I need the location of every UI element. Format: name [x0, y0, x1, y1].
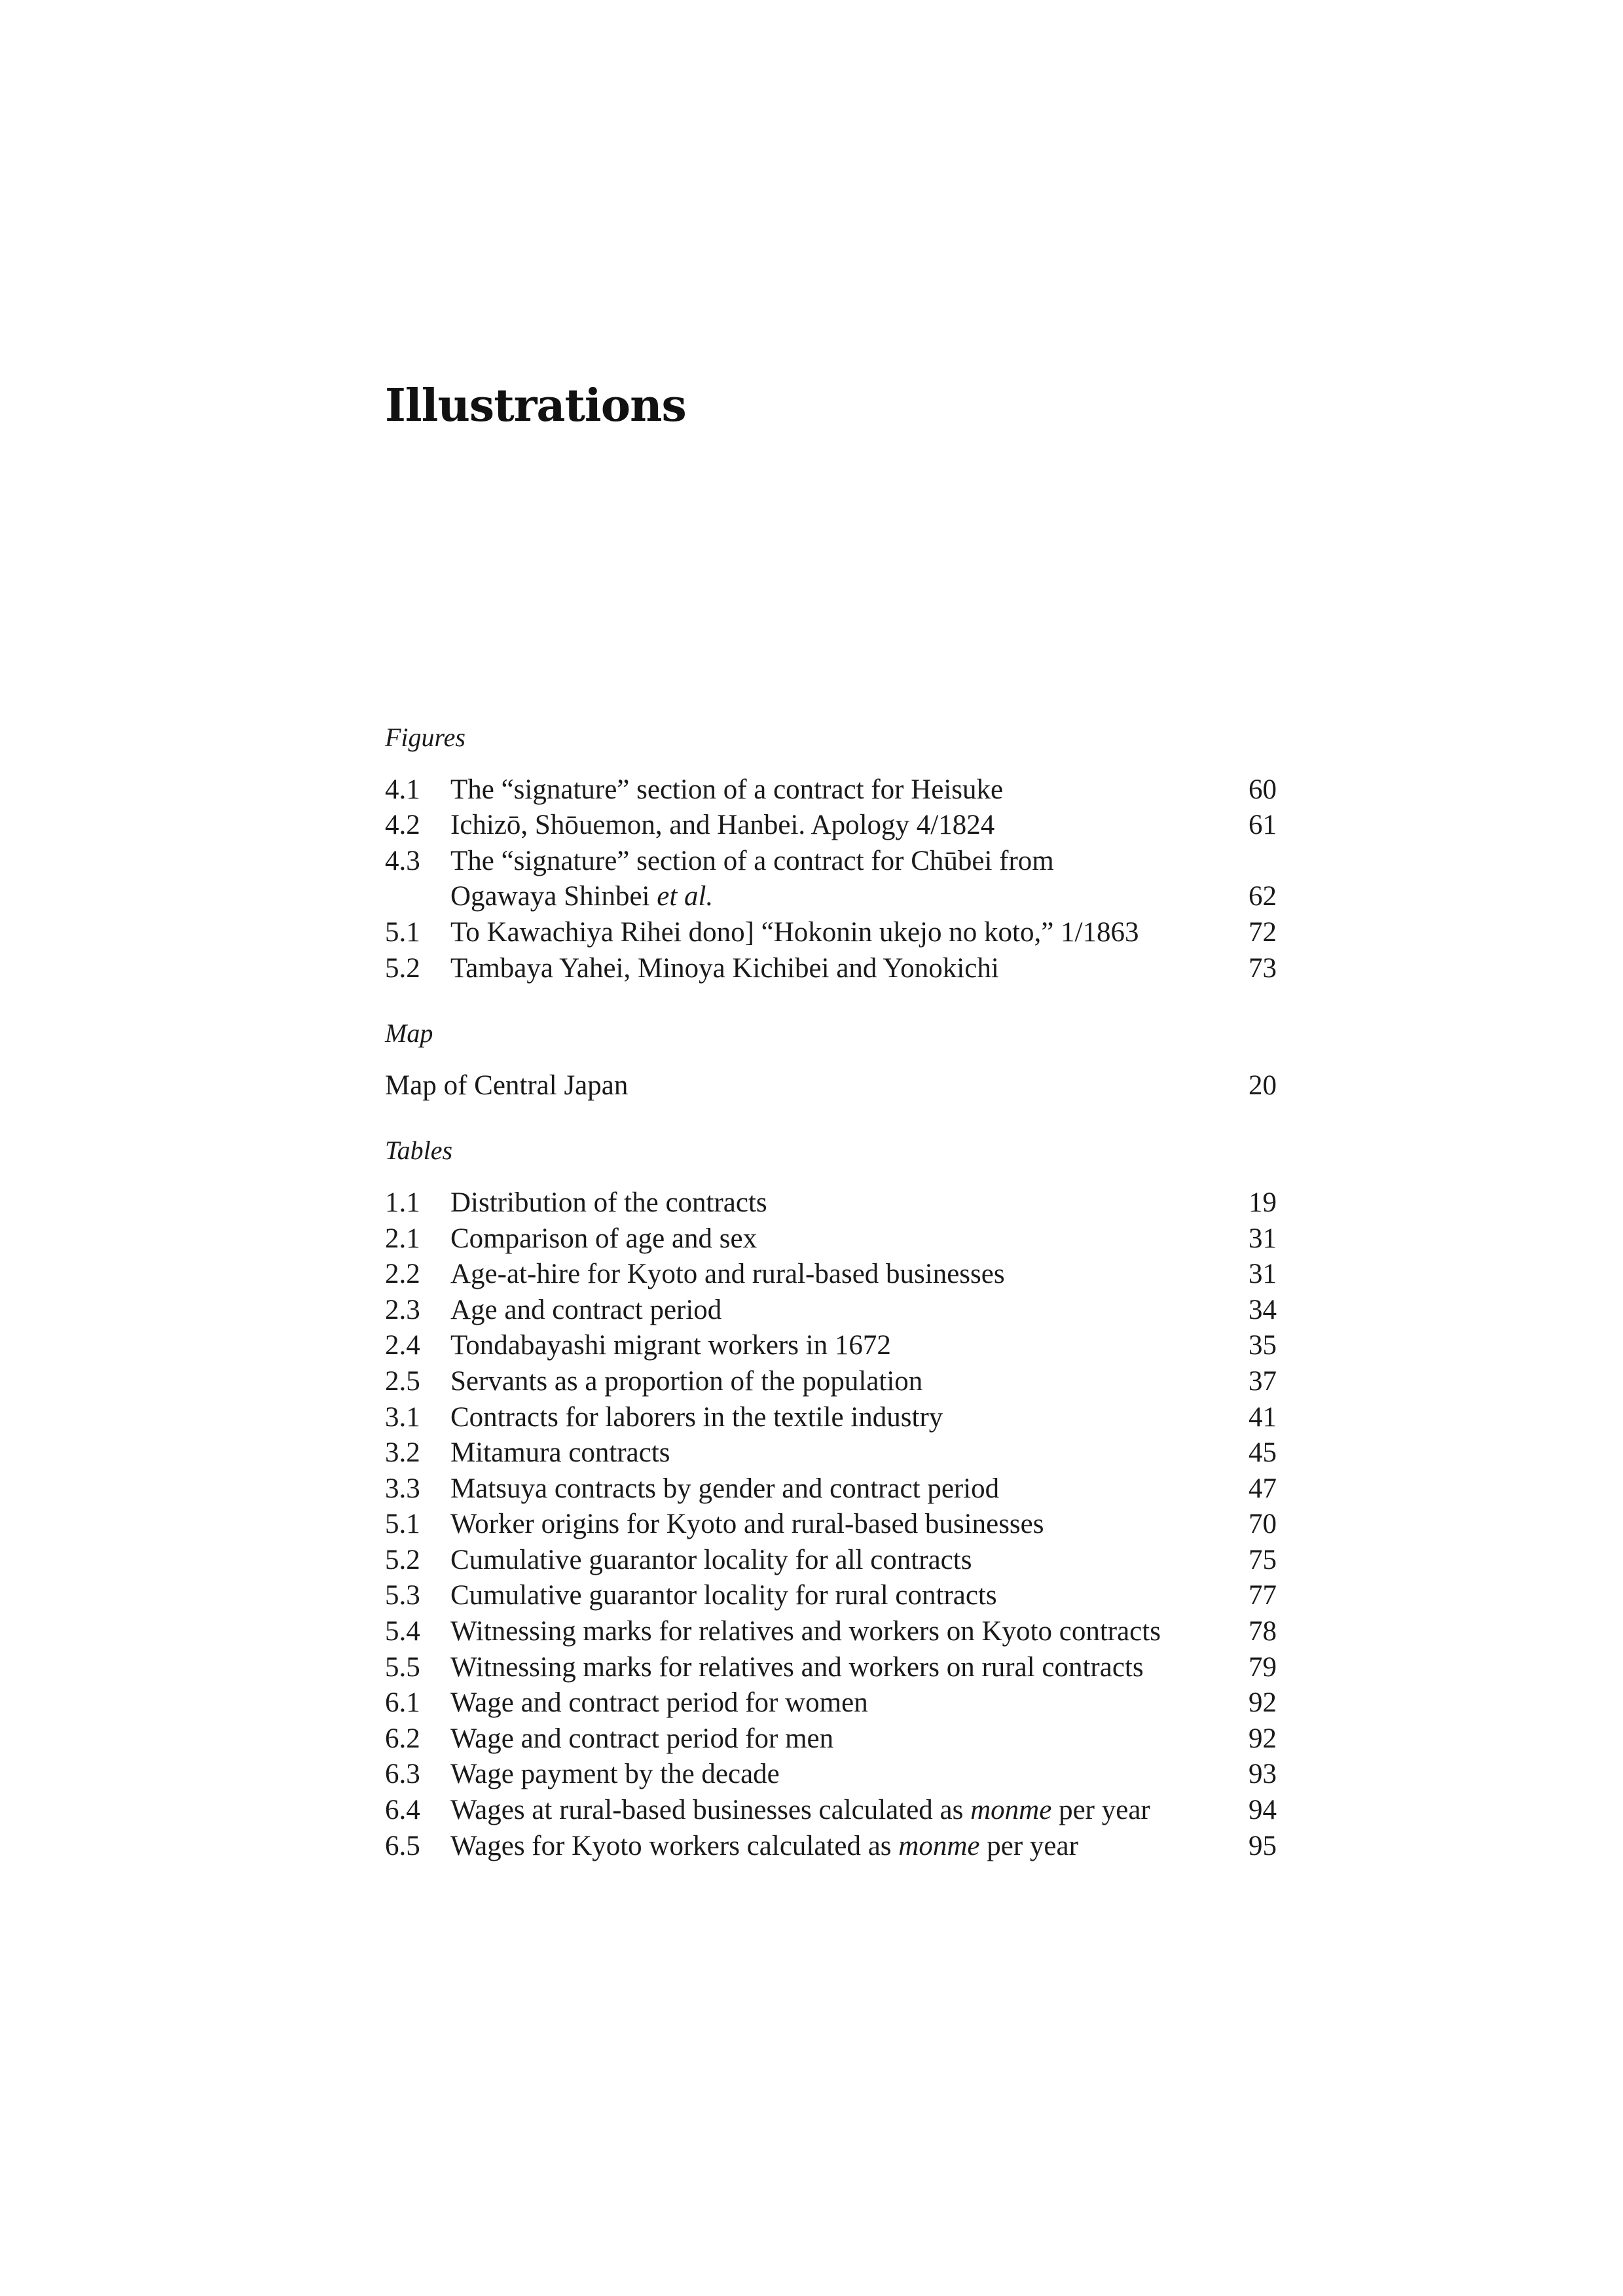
entry-page-number: 31 [1249, 1223, 1277, 1254]
entry-title: Tondabayashi migrant workers in 1672 [450, 1330, 891, 1361]
entry-number: 2.1 [385, 1223, 420, 1254]
entry-page-number: 79 [1249, 1651, 1277, 1683]
entry-number: 5.3 [385, 1580, 420, 1611]
entry-title: Contracts for laborers in the textile industry [450, 1401, 943, 1433]
entry-number: 3.2 [385, 1437, 420, 1469]
entry-page-number: 94 [1249, 1795, 1277, 1826]
entry-number: 5.2 [385, 952, 420, 984]
entry-title: Cumulative guarantor locality for rural contracts [450, 1580, 997, 1611]
entry-title: The “signature” section of a contract for Heisuke [450, 774, 1004, 805]
entry-number: 6.5 [385, 1830, 420, 1861]
entry-title: Wages at rural-based businesses calculated as monme per year [450, 1795, 1150, 1826]
entry-title: Map of Central Japan [385, 1069, 629, 1101]
entry-page-number: 95 [1249, 1830, 1277, 1861]
entry-page-number: 92 [1249, 1687, 1277, 1719]
entry-number: 2.2 [385, 1259, 420, 1290]
list-item [385, 1829, 1277, 1865]
entry-title: Age and contract period [450, 1294, 722, 1325]
entry-title: Wage and contract period for women [450, 1687, 868, 1719]
entry-page-number: 70 [1249, 1509, 1277, 1540]
entry-title: Witnessing marks for relatives and workers on Kyoto contracts [450, 1616, 1161, 1647]
entry-page-number: 37 [1249, 1365, 1277, 1397]
entry-page-number: 41 [1249, 1401, 1277, 1433]
entry-number: 5.1 [385, 916, 420, 948]
entry-title: Comparison of age and sex [450, 1223, 757, 1254]
list-item [385, 808, 1277, 844]
page-title: Illustrations [385, 380, 686, 432]
entry-title: Matsuya contracts by gender and contract period [450, 1473, 1000, 1504]
entry-title: Ichizō, Shōuemon, and Hanbei. Apology 4/1824 [450, 810, 995, 841]
list-item [385, 951, 1277, 987]
list-item [385, 1221, 1277, 1257]
entry-number: 6.2 [385, 1723, 420, 1754]
entry-page-number: 47 [1249, 1473, 1277, 1504]
entry-title: Cumulative guarantor locality for all contracts [450, 1544, 972, 1575]
entry-number: 2.3 [385, 1294, 420, 1325]
illustrations-list [385, 720, 1277, 1864]
list-item [385, 1471, 1277, 1507]
entry-page-number: 62 [1249, 881, 1277, 912]
entry-title: Worker origins for Kyoto and rural-based businesses [450, 1509, 1044, 1540]
entry-page-number: 73 [1249, 952, 1277, 984]
entry-number: 5.1 [385, 1509, 420, 1540]
entry-title: Tambaya Yahei, Minoya Kichibei and Yonokichi [450, 952, 999, 984]
list-item [385, 1614, 1277, 1650]
list-item [385, 1435, 1277, 1471]
list-item [385, 1364, 1277, 1400]
entry-page-number: 77 [1249, 1580, 1277, 1611]
entry-number: 6.4 [385, 1795, 420, 1826]
entry-page-number: 35 [1249, 1330, 1277, 1361]
list-item [385, 772, 1277, 808]
entry-page-number: 45 [1249, 1437, 1277, 1469]
entry-page-number: 93 [1249, 1759, 1277, 1790]
entry-page-number: 78 [1249, 1616, 1277, 1647]
entry-title: Mitamura contracts [450, 1437, 670, 1469]
entry-title: Age-at-hire for Kyoto and rural-based businesses [450, 1259, 1005, 1290]
entry-number: 5.5 [385, 1651, 420, 1683]
list-item [385, 1293, 1277, 1329]
entry-number: 6.3 [385, 1759, 420, 1790]
list-item [385, 1793, 1277, 1829]
list-item [385, 1400, 1277, 1436]
entry-page-number: 19 [1249, 1187, 1277, 1218]
entry-title: Servants as a proportion of the population [450, 1365, 923, 1397]
entry-title: Wage payment by the decade [450, 1759, 780, 1790]
entry-title: Distribution of the contracts [450, 1187, 767, 1218]
list-item [385, 1757, 1277, 1793]
list-item [385, 1257, 1277, 1293]
list-item [385, 1185, 1277, 1221]
entry-number: 2.4 [385, 1330, 420, 1361]
list-item [385, 1685, 1277, 1721]
figures-heading: Figures [385, 723, 465, 752]
entry-page-number: 60 [1249, 774, 1277, 805]
entry-page-number: 34 [1249, 1294, 1277, 1325]
entry-number: 4.3 [385, 845, 420, 876]
entry-number: 1.1 [385, 1187, 420, 1218]
entry-page-number: 61 [1249, 810, 1277, 841]
entry-number: 3.3 [385, 1473, 420, 1504]
entry-number: 6.1 [385, 1687, 420, 1719]
entry-number: 2.5 [385, 1365, 420, 1397]
entry-title: Wages for Kyoto workers calculated as monme per year [450, 1830, 1078, 1861]
entry-page-number: 72 [1249, 916, 1277, 948]
entry-page-number: 20 [1249, 1069, 1277, 1101]
list-item [385, 844, 1277, 915]
entry-number: 4.2 [385, 810, 420, 841]
list-item [385, 1721, 1277, 1757]
list-item [385, 1578, 1277, 1614]
list-item [385, 1068, 1277, 1104]
entry-number: 5.4 [385, 1616, 420, 1647]
entry-number: 4.1 [385, 774, 420, 805]
entry-number: 3.1 [385, 1401, 420, 1433]
entry-title: The “signature” section of a contract for Chūbei from Ogawaya Shinbei et al. [450, 845, 1054, 912]
entry-number: 5.2 [385, 1544, 420, 1575]
list-item [385, 1507, 1277, 1543]
entry-title: To Kawachiya Rihei dono] “Hokonin ukejo no koto,” 1/1863 [450, 916, 1139, 948]
entry-page-number: 92 [1249, 1723, 1277, 1754]
list-item [385, 1543, 1277, 1579]
list-item [385, 915, 1277, 951]
entry-page-number: 75 [1249, 1544, 1277, 1575]
list-item [385, 1328, 1277, 1364]
tables-heading: Tables [385, 1136, 453, 1166]
entry-title: Wage and contract period for men [450, 1723, 834, 1754]
list-item [385, 1650, 1277, 1686]
entry-title: Witnessing marks for relatives and workers on rural contracts [450, 1651, 1144, 1683]
entry-page-number: 31 [1249, 1259, 1277, 1290]
map-heading: Map [385, 1018, 433, 1049]
